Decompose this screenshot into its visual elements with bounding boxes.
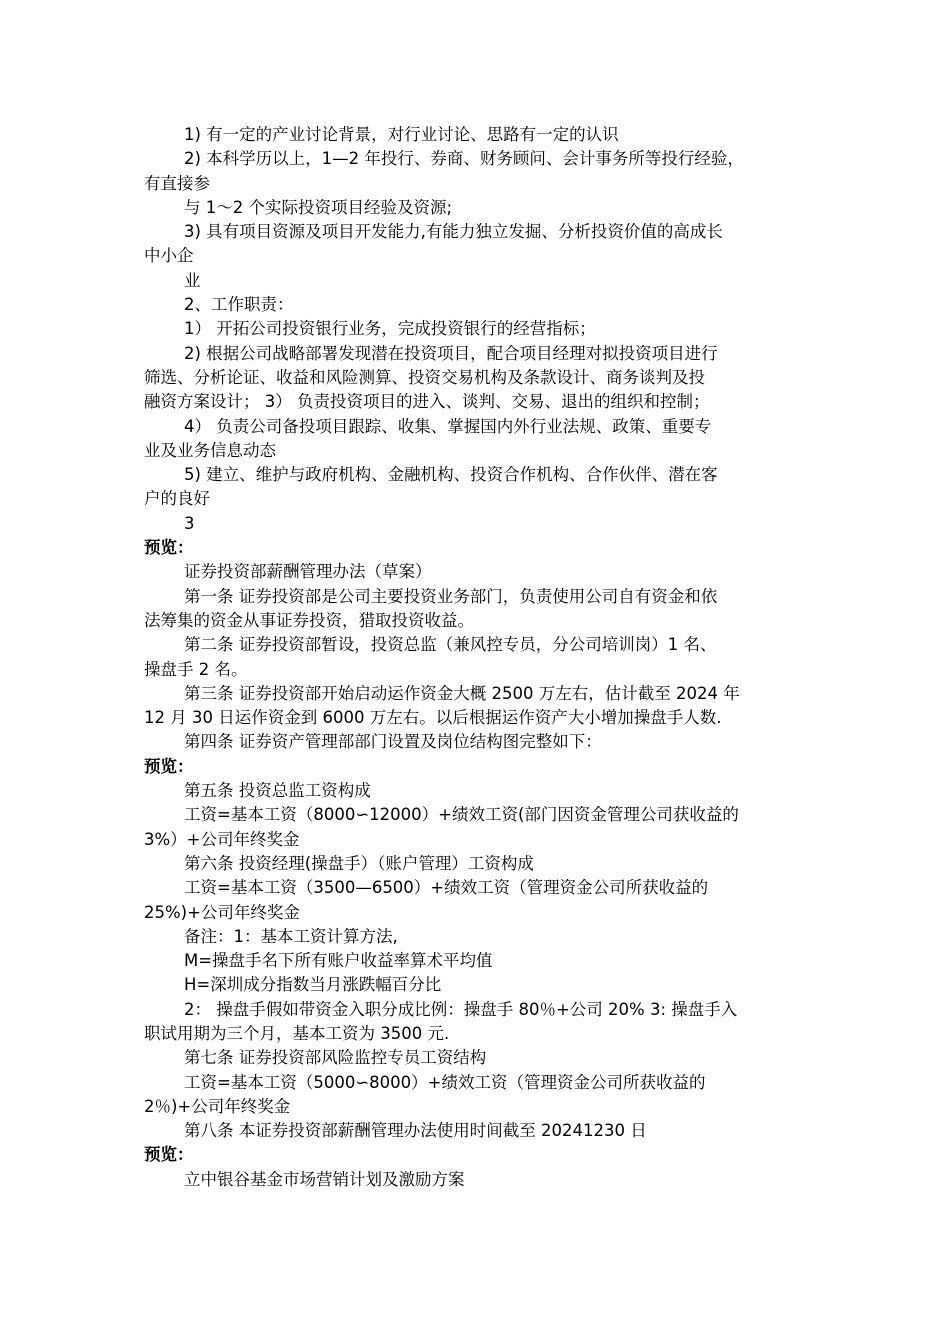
text-line: 业及业务信息动态 [144, 440, 276, 460]
text-line: 3%）+公司年终奖金 [144, 829, 300, 849]
text-line: 第四条 证券资产管理部部门设置及岗位结构图完整如下： [184, 732, 602, 752]
text-line: 2) 根据公司战略部署发现潜在投资项目，配合项目经理对拟投资项目进行 [184, 343, 718, 363]
text-line: 融资方案设计； 3） 负责投资项目的进入、谈判、交易、退出的组织和控制； [144, 392, 710, 412]
text-line: 立中银谷基金市场营销计划及激励方案 [184, 1169, 465, 1189]
text-line: 4） 负责公司备投项目跟踪、收集、掌握国内外行业法规、政策、重要专 [184, 416, 712, 436]
text-line: 法筹集的资金从事证券投资，猎取投资收益。 [144, 610, 474, 630]
text-line: 第七条 证券投资部风险监控专员工资结构 [184, 1048, 487, 1068]
text-line: 操盘手 2 名。 [144, 659, 248, 679]
text-line: 证券投资部薪酬管理办法（草案） [184, 562, 432, 582]
text-line: 业 [184, 270, 201, 290]
section-heading-preview: 预览： [144, 756, 194, 776]
text-line: 2％)+公司年终奖金 [144, 1096, 291, 1116]
text-line: 第三条 证券投资部开始启动运作资金大概 2500 万左右，估计截至 2024 年 [184, 683, 740, 703]
text-line: 户的良好 [144, 489, 210, 509]
text-line: 12 月 30 日运作资金到 6000 万左右。以后根据运作资产大小增加操盘手人数. [144, 708, 722, 728]
section-heading-preview: 预览： [144, 1145, 194, 1165]
text-line: 工资=基本工资（5000∽8000）+绩效工资（管理资金公司所获收益的 [184, 1072, 706, 1092]
text-line: 25%)+公司年终奖金 [144, 902, 300, 922]
text-line: 与 1～2 个实际投资项目经验及资源; [184, 197, 453, 217]
text-line: 1） 开拓公司投资银行业务，完成投资银行的经营指标； [184, 319, 596, 339]
text-line: 有直接参 [144, 173, 210, 193]
text-line: 5) 建立、维护与政府机构、金融机构、投资合作机构、合作伙伴、潜在客 [184, 465, 718, 485]
text-line: H=深圳成分指数当月涨跌幅百分比 [184, 975, 442, 995]
text-line: M=操盘手名下所有账户收益率算术平均值 [184, 951, 493, 971]
document-page [144, 123, 814, 1192]
text-line: 中小企 [144, 246, 194, 266]
text-line: 2、工作职责： [184, 295, 294, 315]
text-line: 第六条 投资经理(操盘手）（账户管理）工资构成 [184, 853, 534, 873]
text-line: 2： 操盘手假如带资金入职分成比例：操盘手 80％+公司 20% 3: 操盘手入 [184, 999, 738, 1019]
text-line: 3) 具有项目资源及项目开发能力,有能力独立发掘、分析投资价值的高成长 [184, 222, 723, 242]
text-line: 3 [184, 513, 195, 533]
text-line: 第五条 投资总监工资构成 [184, 781, 371, 801]
text-line: 第八条 本证券投资部薪酬管理办法使用时间截至 20241230 日 [184, 1121, 647, 1141]
text-line: 1) 有一定的产业讨论背景，对行业讨论、思路有一定的认识 [184, 125, 619, 144]
text-line: 职试用期为三个月，基本工资为 3500 元. [144, 1023, 450, 1043]
text-line: 工资=基本工资（3500—6500）+绩效工资（管理资金公司所获收益的 [184, 878, 709, 898]
text-line: 筛选、分析论证、收益和风险测算、投资交易机构及条款设计、商务谈判及投 [144, 367, 705, 387]
text-line: 备注：1：基本工资计算方法, [184, 926, 398, 946]
text-line: 第一条 证券投资部是公司主要投资业务部门，负责使用公司自有资金和依 [184, 586, 718, 606]
section-heading-preview: 预览： [144, 538, 194, 558]
text-line: 2) 本科学历以上，1—2 年投行、券商、财务顾问、会计事务所等投行经验， [184, 149, 744, 169]
text-line: 第二条 证券投资部暂设，投资总监（兼风控专员，分公司培训岗）1 名、 [184, 635, 717, 655]
text-line: 工资=基本工资（8000∽12000）+绩效工资(部门因资金管理公司获收益的 [184, 805, 739, 825]
